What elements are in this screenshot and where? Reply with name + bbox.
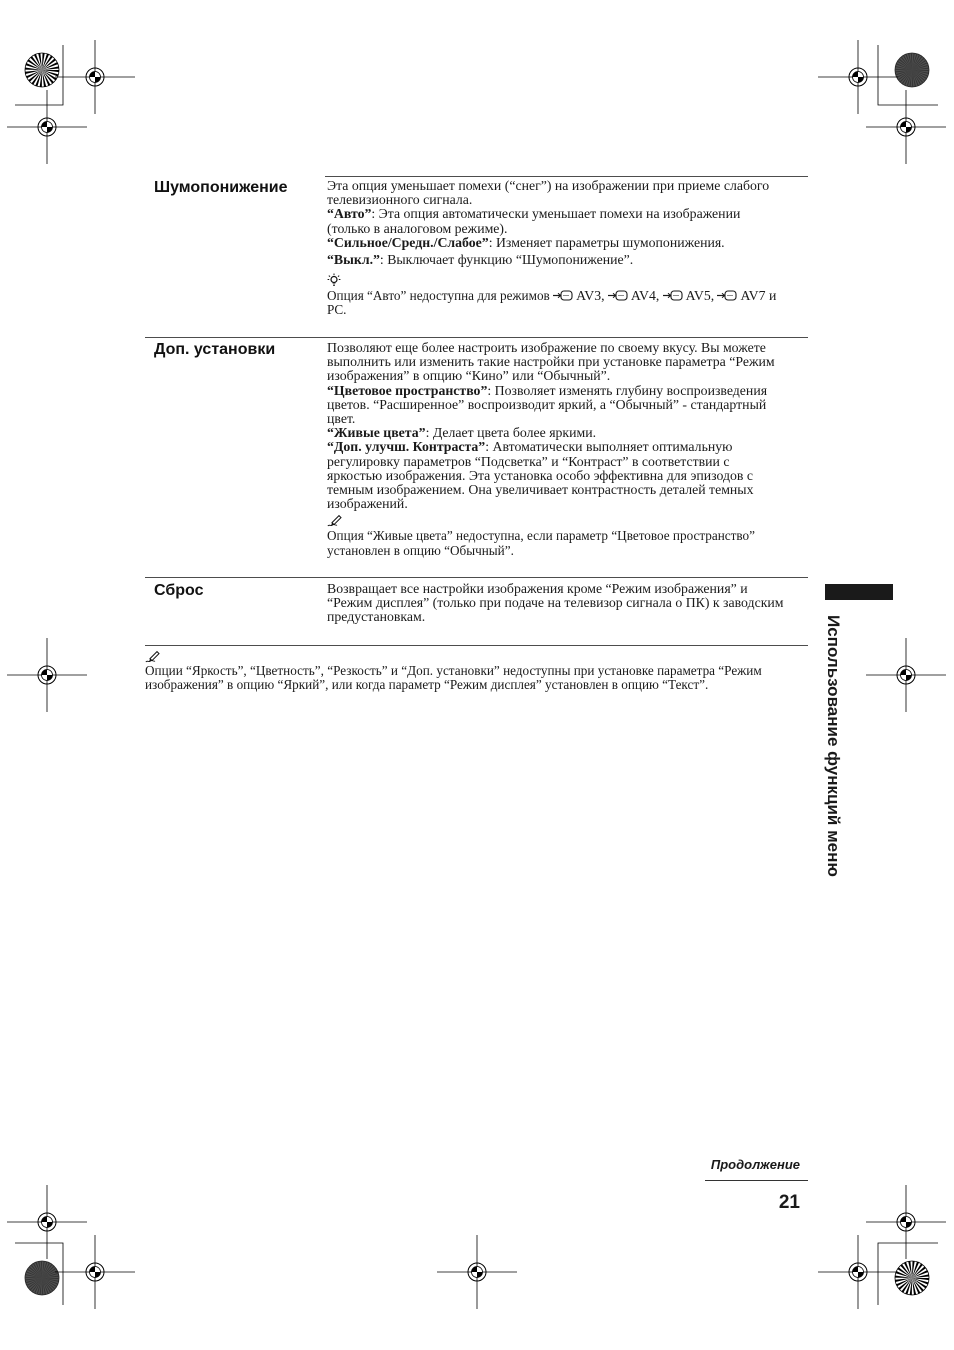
footnote <box>145 664 762 692</box>
continued-label: Продолжение <box>710 1157 800 1172</box>
pencil-note-icon <box>145 650 161 663</box>
text-line: изображения” в опцию “Кино” или “Обычный”. <box>327 368 611 384</box>
input-icon <box>608 290 628 301</box>
option-term: “Цветовое пространство” <box>327 382 488 398</box>
hint-line <box>327 289 776 303</box>
registration-target <box>437 1235 517 1309</box>
input-icon <box>717 290 737 301</box>
registration-sunburst <box>25 53 59 87</box>
table-rule <box>145 337 808 338</box>
option-line <box>327 236 769 250</box>
text-line: “Режим дисплея” (только при подаче на телевизор сигнала о ПК) к заводским <box>327 595 784 611</box>
option-text: : Эта опция автоматически уменьшает помехи на изображении <box>371 206 741 222</box>
option-text: : Изменяет параметры шумопонижения. <box>488 234 725 250</box>
reset-description <box>327 582 784 625</box>
input-item <box>663 288 715 303</box>
registration-target <box>866 638 946 712</box>
text-line: изображений. <box>327 496 408 512</box>
input-label: AV5, <box>685 288 715 303</box>
input-icon <box>553 290 573 301</box>
option-term: “Доп. улучш. Контраста” <box>327 439 486 455</box>
registration-target <box>818 1235 898 1309</box>
table-rule <box>325 176 808 177</box>
input-icon <box>663 290 683 301</box>
registration-dark-circle <box>25 1261 59 1295</box>
page-number: 21 <box>778 1192 800 1213</box>
option-text: : Выключает функцию “Шумопонижение”. <box>379 251 634 267</box>
input-label: AV4, <box>630 288 660 303</box>
option-text: : Делает цвета более яркими. <box>425 425 597 441</box>
hint-text <box>327 289 776 317</box>
option-line <box>327 207 769 221</box>
note-line: Опция “Живые цвета” недоступна, если параметр “Цветовое пространство” <box>327 528 755 543</box>
option-line <box>327 440 775 454</box>
chapter-tab-label: Использование функций меню <box>824 615 843 877</box>
registration-target <box>7 638 87 712</box>
footnote-line: Опции “Яркость”, “Цветность”, “Резкость” и “Доп. установки” недоступны при установке параметра “Режим <box>145 663 762 678</box>
note-line: установлен в опцию “Обычный”. <box>327 543 514 558</box>
table-rule <box>145 577 808 578</box>
text-line: (только в аналоговом режиме). <box>327 220 508 236</box>
registration-target <box>55 1235 135 1309</box>
input-item <box>553 288 605 303</box>
option-term: “Авто” <box>327 206 372 222</box>
hint-line-text: PC. <box>327 302 347 317</box>
lightbulb-hint-icon <box>327 273 341 287</box>
text-line: регулировку параметров “Подсветка” и “Контраст” в соответствии с <box>327 453 730 469</box>
row-label-noise-reduction: Шумопонижение <box>154 179 288 196</box>
registration-target <box>7 1185 87 1259</box>
registration-target <box>818 40 898 114</box>
text-line: темным изображением. Она увеличивает контрастность деталей темных <box>327 481 754 497</box>
text-line: Эта опция уменьшает помехи (“снег”) на изображении при приеме слабого <box>327 178 770 193</box>
text-line: выполнить или изменить такие настройки при установке параметра “Режим <box>327 354 775 370</box>
registration-target <box>55 40 135 114</box>
option-term: “Сильное/Средн./Слабое” <box>327 234 489 250</box>
text-line: Возвращает все настройки изображения кроме “Режим изображения” и <box>327 581 748 596</box>
advanced-settings-description <box>327 341 775 511</box>
text-line: цвет. <box>327 410 356 426</box>
footnote-line: изображения” в опцию “Яркий”, или когда параметр “Режим дисплея” установлен в опцию “Текст”. <box>145 677 709 692</box>
noise-reduction-description <box>327 179 769 267</box>
chapter-tab-marker <box>825 584 893 600</box>
pencil-note-icon <box>327 514 343 527</box>
input-item <box>717 288 776 303</box>
input-label: AV3, <box>576 288 605 303</box>
row-label-advanced-settings: Доп. установки <box>154 341 276 358</box>
option-line <box>327 384 775 398</box>
text-line: Позволяют еще более настроить изображение по своему вкусу. Вы можете <box>327 340 766 355</box>
registration-target <box>7 90 87 164</box>
option-text: : Автоматически выполняет оптимальную <box>485 439 733 455</box>
input-item <box>608 288 660 303</box>
advanced-settings-note <box>327 528 755 558</box>
row-label-reset: Сброс <box>154 582 204 599</box>
option-line <box>327 426 775 440</box>
registration-dark-circle <box>895 53 929 87</box>
input-label: AV7 и <box>740 288 777 303</box>
text-line: телевизионного сигнала. <box>327 192 473 208</box>
text-line: яркостью изображения. Эта установка особо эффективна для эпизодов с <box>327 467 754 483</box>
option-term: “Живые цвета” <box>327 425 426 441</box>
option-line <box>327 253 769 267</box>
option-term: “Выкл.” <box>327 251 380 267</box>
continued-rule <box>705 1180 808 1181</box>
table-rule <box>145 645 808 646</box>
text-line: предустановкам. <box>327 609 426 625</box>
registration-sunburst <box>895 1261 929 1295</box>
option-text: : Позволяет изменять глубину воспроизведения <box>487 382 768 398</box>
text-line: цветов. “Расширенное” воспроизводит яркий, а “Обычный” - стандартный <box>327 396 767 412</box>
hint-line-text: Опция “Авто” недоступна для режимов <box>327 288 550 303</box>
